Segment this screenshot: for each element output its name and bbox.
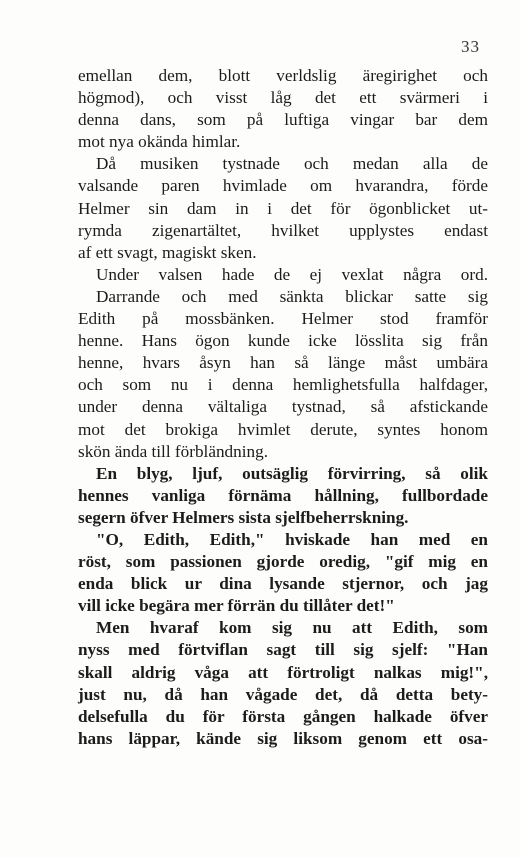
- text-line: Under valsen hade de ej vexlat några ord.: [96, 264, 488, 284]
- text-line: Darrande och med sänkta blickar satte sig: [96, 286, 488, 306]
- text-line: En blyg, ljuf, outsäglig förvirring, så olik: [96, 463, 488, 483]
- text-line: Helmer sin dam in i det för ögonblicket ut-: [78, 198, 488, 218]
- page-number: 33: [461, 37, 480, 56]
- text-line: henne, hvars åsyn han så länge måst umbära: [78, 353, 488, 373]
- text-line: hennes vanliga förnäma hållning, fullbordade: [78, 485, 488, 505]
- text-line: segern öfver Helmers sista sjelfbeherrskning.: [78, 507, 409, 527]
- text-line: hans läppar, kände sig liksom genom ett osa-: [78, 728, 488, 748]
- text-line: skön ända till förbländning.: [78, 441, 268, 461]
- text-line: Men hvaraf kom sig nu att Edith, som: [96, 618, 488, 638]
- text-line: enda blick ur dina lysande stjernor, och jag: [78, 574, 488, 594]
- text-line: vill icke begära mer förrän du tillåter det!": [78, 596, 395, 616]
- text-line: Edith på mossbänken. Helmer stod framför: [78, 309, 488, 329]
- text-line: mot nya okända himlar.: [78, 132, 241, 152]
- text-line: och som nu i denna hemlighetsfulla halfdager,: [78, 375, 488, 395]
- body-text: [78, 65, 488, 750]
- text-line: denna dans, som på luftiga vingar bar dem: [78, 110, 488, 130]
- text-line: Då musiken tystnade och medan alla de: [96, 154, 488, 174]
- text-line: nyss med förtviflan sagt till sig sjelf: "Han: [78, 640, 488, 660]
- text-line: henne. Hans ögon kunde icke lösslita sig från: [78, 331, 488, 351]
- text-line: just nu, då han vågade det, då detta bety-: [78, 684, 488, 704]
- text-line: skall aldrig våga att förtroligt nalkas mig!",: [78, 662, 488, 682]
- text-line: emellan dem, blott verldslig äregirighet och: [78, 66, 488, 85]
- text-line: högmod), och visst låg det ett svärmeri i: [78, 88, 488, 108]
- text-line: rymda zigenartältet, hvilket upplystes endast: [78, 220, 488, 240]
- text-line: valsande paren hvimlade om hvarandra, förde: [78, 176, 488, 196]
- text-line: af ett svagt, magiskt sken.: [78, 242, 257, 262]
- text-line: delsefulla du för första gången halkade öfver: [78, 706, 488, 726]
- text-line: röst, som passionen gjorde oredig, "gif mig en: [78, 552, 488, 572]
- text-line: under denna vältaliga tystnad, så afstickande: [78, 397, 488, 417]
- text-line: "O, Edith, Edith," hviskade han med en: [96, 529, 488, 549]
- text-line: mot det brokiga hvimlet derute, syntes honom: [78, 419, 488, 439]
